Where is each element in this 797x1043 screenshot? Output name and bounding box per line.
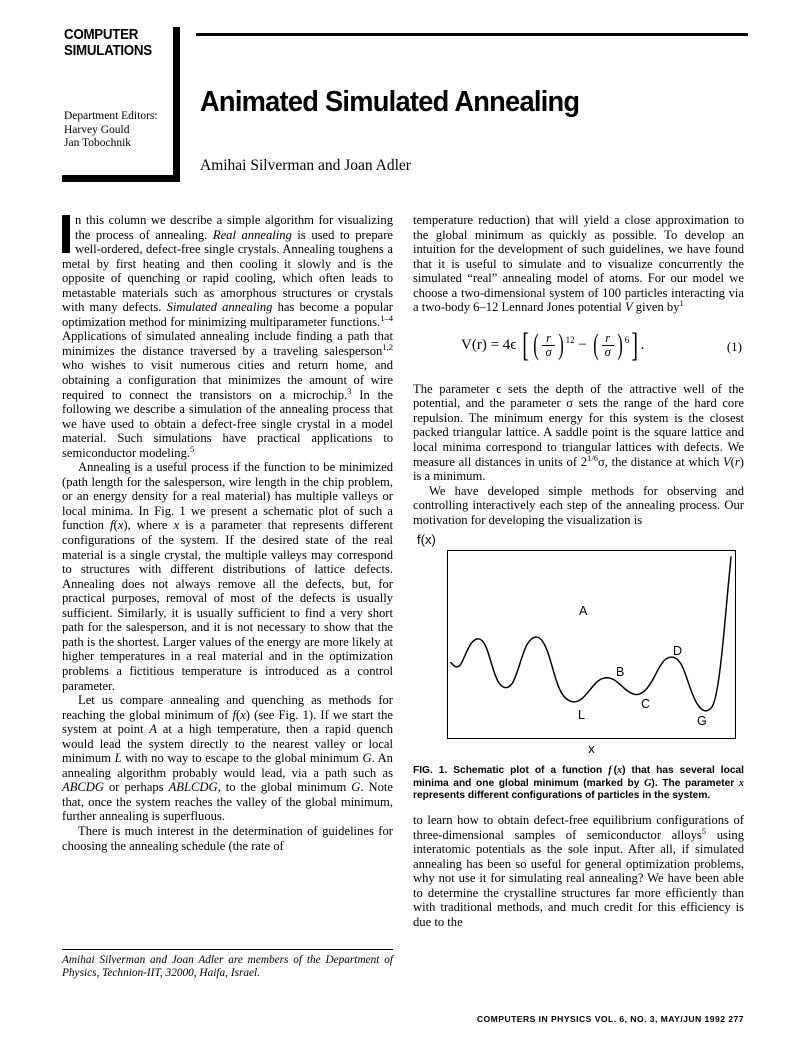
figure-x-axis-label: x — [588, 740, 595, 756]
function-curve — [451, 557, 731, 711]
equation-fraction-2-numerator: r — [605, 330, 611, 345]
footnote-text: Amihai Silverman and Joan Adler are members of the Department of Physics, Technion-IIT, 32000, Haifa, Israel. — [62, 954, 393, 980]
figure-plot-box — [447, 550, 736, 739]
footnote — [62, 949, 393, 980]
department-editor-1: Harvey Gould — [64, 123, 130, 136]
equation-bracket-open: [ — [522, 326, 530, 364]
figure-point-label-l: L — [578, 707, 585, 722]
figure-y-axis-label: f(x) — [417, 532, 436, 548]
equation-fraction-1-denominator: σ — [542, 345, 554, 359]
left-paragraph-1-text: n this column we describe a simple algorithm for visualizing the process of annealing. Real annealing is used to prepare well-ordered, defect-free single crystals. Annealing toughens a metal by first heating and then cooling it slowly and is the opposite of quenching or rapid cooling, which often leads to metastable materials such as amorphous structures or crystals with many defects. Simulated annealing has become a popular optimization method for minimizing multiparameter functions.$^{1-4}$ Applications of simulated annealing include finding a path that minimizes the distance traversed by a traveling salesperson$^{1,2}$ who wishes to visit numerous cities and return home, and obtaining a configuration that minimizes the amount of wire required to connect the transistors on a microchip.$^3$ In the following we describe a simulation of the annealing process that we have used to obtain a defect-free single crystal in a model material. Such simulations have practical applications to semiconductor modeling.$^5$ — [62, 213, 394, 460]
article-byline: Amihai Silverman and Joan Adler — [200, 157, 411, 174]
figure-point-label-g: G — [697, 713, 707, 728]
drop-cap-letter-i — [62, 215, 70, 253]
right-paragraph-4: to learn how to obtain defect-free equilibrium configurations of three-dimensional samples of semiconductor alloys$^5$ using interatomic potentials as the sole input. After all, if simulated annealing has been so useful for general optimization problems, why not use it for simulating real annealing? We have been able to determine the crystalline structures far more efficiently than with traditional methods, and much credit for this efficiency is due to the — [413, 813, 744, 929]
equation-exponent-2: 6 — [624, 334, 630, 345]
department-title — [64, 28, 174, 59]
figure-point-label-c: C — [641, 696, 651, 711]
figure-caption: FIG. 1. Schematic plot of a function f (x) that has several local minima and one global minimum (marked by G). The parameter x represents different configurations of particles in the system. — [413, 765, 744, 801]
equation-exponent-1: 12 — [565, 334, 575, 345]
right-column — [413, 213, 744, 929]
department-editor-2: Jan Tobochnik — [64, 137, 132, 149]
equation-fraction-2 — [602, 332, 614, 359]
equation-lhs: V(r) = 4ϵ — [461, 336, 517, 353]
figure-point-label-b: B — [616, 664, 625, 679]
header-rule — [196, 33, 748, 36]
left-paragraph-2: Annealing is a useful process if the function to be minimized (path length for the salesperson, wire length in the chip problem, or an energy density for a real material) has multiple valleys or local minima. In Fig. 1 we present a schematic plot of such a function f(x), where x is a parameter that represents different configurations of the system. If the desired state of the real material is a single crystal, the multiple valleys may correspond to structures with different distributions of lattice defects. Annealing does not always remove all the defects, but, for practical purposes, removal of most of the defects is usually sufficient. Similarly, it is usually sufficient to find a very short path for the salesperson, and it is not necessary to show that the path is the shortest. Larger values of the energy are more likely at higher temperatures in a real material and in the optimization problems a fictitious temperature is introduced as a control parameter. — [62, 460, 393, 693]
department-editors — [64, 110, 186, 151]
left-column — [62, 213, 393, 853]
left-paragraph-3: Let us compare annealing and quenching as methods for reaching the global minimum of f(x) (see Fig. 1). If we start the system at point A at a high temperature, then a rapid quench would lead the system directly to the nearest valley or local minimum L with no way to escape to the global minimum G. An annealing algorithm probably would lead, via a path such as ABCDG or perhaps ABLCDG, to the global minimum G. Note that, once the system reaches the valley of the global minimum, further annealing is superfluous. — [62, 693, 394, 824]
left-paragraph-4: There is much interest in the determination of guidelines for choosing the annealing schedule (the rate of — [62, 823, 393, 853]
page-footer: COMPUTERS IN PHYSICS VOL. 6, NO. 3, MAY/JUN 1992 277 — [476, 1014, 744, 1024]
equation-paren-open-1: ( — [533, 328, 540, 362]
right-paragraph-1: temperature reduction) that will yield a close approximation to the global minimum as quickly as possible. To develop an intuition for the development of such guidelines, we have found that it is useful to simulate and to visualize concurrently the simulated “real” annealing model of atoms. For our model we choose a two-dimensional system of 100 particles interacting via a two-body 6–12 Lennard Jones potential V given $by^1$ — [413, 213, 744, 315]
department-editors-label: Department Editors: — [64, 110, 158, 122]
equation-number: (1) — [726, 338, 742, 354]
figure-1 — [413, 533, 744, 802]
equation-1-body: V(r) = 4ϵ [ ( $\frac{r}{\sigma}$ ) $^{12}$ − ( $\frac{r}{\sigma}$ ) $^6$] . — [461, 326, 645, 364]
equation-1 — [413, 326, 744, 370]
footnote-rule — [62, 949, 393, 950]
figure-curve-svg — [448, 551, 734, 737]
equation-fraction-1-numerator: r — [546, 330, 551, 345]
department-title-line1: COMPUTER — [64, 27, 139, 43]
figure-point-label-d: D — [673, 643, 683, 658]
page-title: Animated Simulated Annealing — [200, 86, 580, 118]
equation-fraction-2-denominator: σ — [602, 345, 614, 359]
equation-paren-close-1: ) — [557, 328, 564, 362]
equation-bracket-close: ] — [631, 326, 639, 364]
department-title-line2: SIMULATIONS — [64, 42, 152, 59]
figure-point-label-a: A — [579, 603, 588, 618]
left-paragraph-1 — [62, 213, 393, 460]
equation-paren-close-2: ) — [617, 328, 623, 362]
equation-fraction-1 — [542, 332, 554, 359]
right-paragraph-3: We have developed simple methods for observing and controlling interactively each step of the annealing process. Our motivation for developing the visualization is — [413, 483, 744, 527]
equation-paren-open-2: ( — [592, 328, 599, 362]
right-paragraph-2: The parameter ϵ sets the depth of the attractive well of the potential, and the parameter σ sets the range of the hard core repulsion. The minimum energy for this system is the closest packed triangular lattice. A saddle point is the square lattice and local minima correspond to triangular lattices with defects. We measure all distances in units of $2^{1/6}\sigma$, the distance at which V(r) is a minimum. — [413, 381, 744, 484]
